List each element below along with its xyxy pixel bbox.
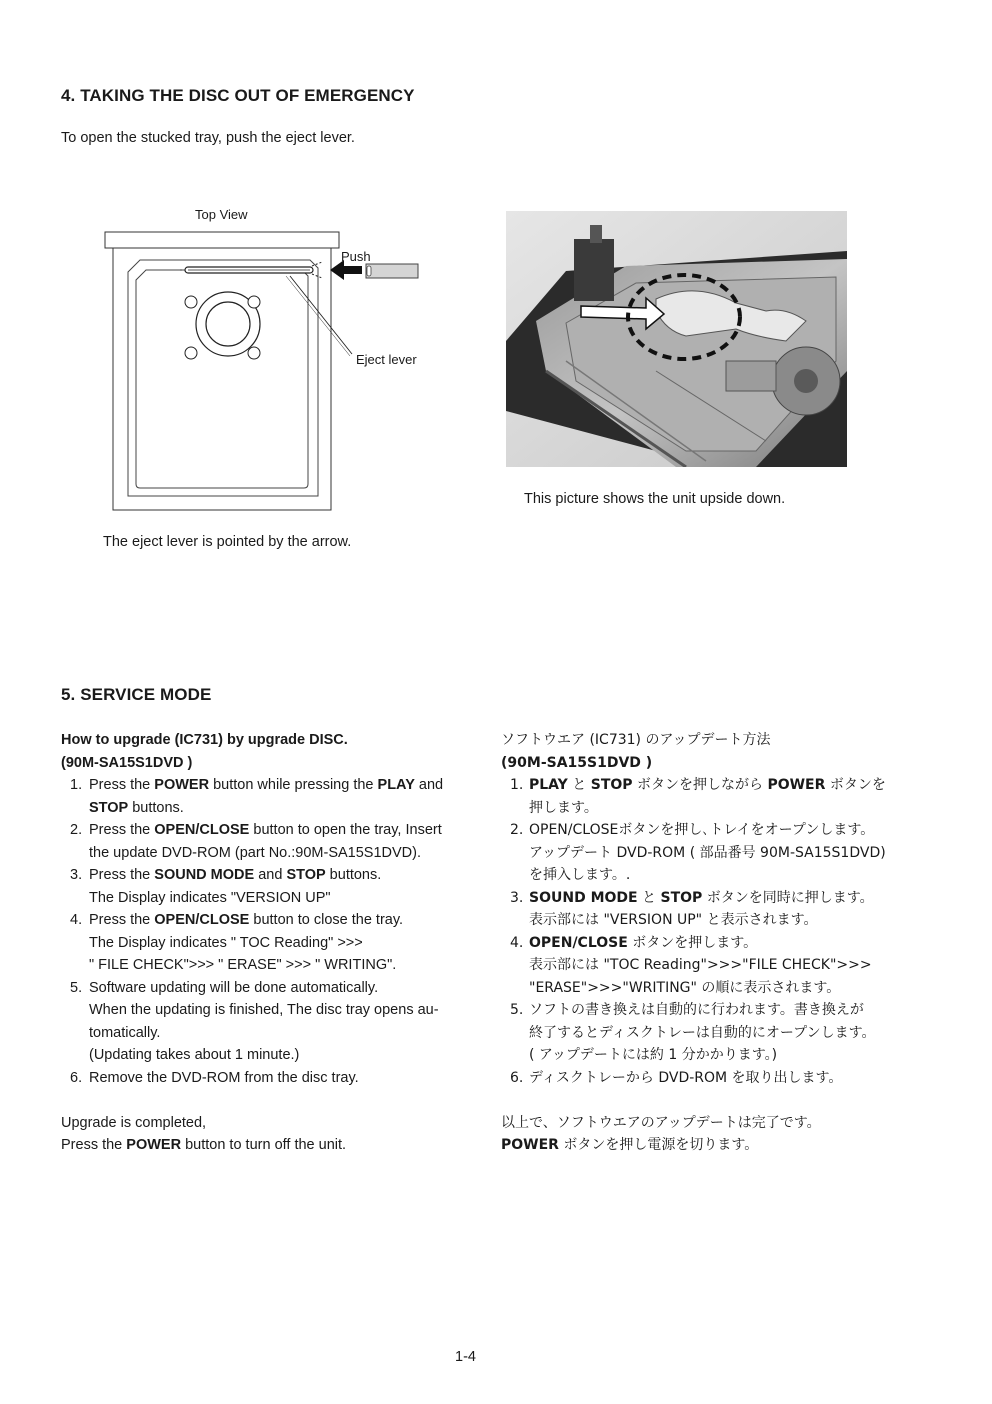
en-step-1: 1. Press the POWER button while pressing the PLAY and STOP buttons. bbox=[70, 777, 444, 816]
jp-step-2: 2. OPEN/CLOSEボタンを押し､トレイをオープンします。 アップデート DVD-ROM ( 部品番号 90M-SA15S1DVD) を挿入します。. bbox=[510, 822, 886, 883]
jp-step-1: 1. PLAY と STOP ボタンを押しながら POWER ボタンを 押します。 bbox=[510, 777, 886, 816]
jp-step-4: 4. OPEN/CLOSE ボタンを押します。 表示部には "TOC Reading">>>"FILE CHECK">>> "ERASE">>>"WRITING" の順に表示されます。 bbox=[510, 934, 872, 996]
top-view-diagram bbox=[100, 200, 430, 520]
jp-step-5: 5. ソフトの書き換えは自動的に行われます。書き換えが 終了するとディスクトレーは自動的にオープンします。 ( アップデートには約 1 分かかります。) bbox=[510, 1002, 876, 1063]
english-instructions bbox=[61, 729, 471, 1157]
push-label: Push bbox=[341, 249, 371, 264]
en-completed-text: Upgrade is completed, bbox=[61, 1114, 207, 1131]
en-step-5: 5. Software updating will be done automatically. When the updating is finished, The disc tray opens au- tomatically. (Updating takes about 1 minute.) bbox=[70, 979, 439, 1063]
photo-caption: This picture shows the unit upside down. bbox=[524, 491, 786, 507]
jp-heading: ソフトウエア (IC731) のアップデート方法 bbox=[501, 732, 771, 748]
en-step-3: 3. Press the SOUND MODE and STOP buttons. The Display indicates "VERSION UP" bbox=[70, 867, 382, 906]
en-step-6: 6. Remove the DVD-ROM from the disc tray. bbox=[70, 1069, 359, 1086]
japanese-instructions bbox=[501, 729, 901, 1157]
en-heading: How to upgrade (IC731) by upgrade DISC. bbox=[61, 732, 348, 748]
section-4-title: 4. TAKING THE DISC OUT OF EMERGENCY bbox=[61, 86, 415, 105]
top-view-label: Top View bbox=[195, 207, 248, 222]
eject-lever-label: Eject lever bbox=[356, 352, 417, 367]
en-step-4: 4. Press the OPEN/CLOSE button to close the tray. The Display indicates " TOC Reading" >>> " FILE CHECK">>> " ERASE" >>> " WRITING". bbox=[70, 912, 404, 973]
en-part-number: (90M-SA15S1DVD ) bbox=[61, 754, 193, 771]
section-5-title: 5. SERVICE MODE bbox=[61, 685, 212, 704]
jp-step-6: 6. ディスクトレーから DVD-ROM を取り出します。 bbox=[510, 1069, 843, 1086]
section-4-intro: To open the stucked tray, push the eject lever. bbox=[61, 130, 355, 146]
unit-photo bbox=[506, 211, 847, 467]
en-power-off-text: Press the POWER button to turn off the unit. bbox=[61, 1137, 347, 1153]
en-step-2: 2. Press the OPEN/CLOSE button to open the tray, Insert the update DVD-ROM (part No.:90M-SA15S1DVD). bbox=[70, 822, 442, 861]
jp-part-number: (90M-SA15S1DVD ) bbox=[501, 754, 653, 771]
jp-step-3: 3. SOUND MODE と STOP ボタンを同時に押します。 表示部には "VERSION UP" と表示されます。 bbox=[510, 889, 874, 928]
diagram-caption: The eject lever is pointed by the arrow. bbox=[103, 534, 352, 550]
en-step-list bbox=[61, 774, 471, 1089]
jp-power-off-text: POWER ボタンを押し電源を切ります。 bbox=[501, 1137, 759, 1153]
jp-step-list bbox=[501, 774, 901, 1089]
page-number: 1-4 bbox=[455, 1349, 476, 1365]
jp-completed-text: 以上で、ソフトウエアのアップデートは完了です。 bbox=[501, 1114, 821, 1131]
